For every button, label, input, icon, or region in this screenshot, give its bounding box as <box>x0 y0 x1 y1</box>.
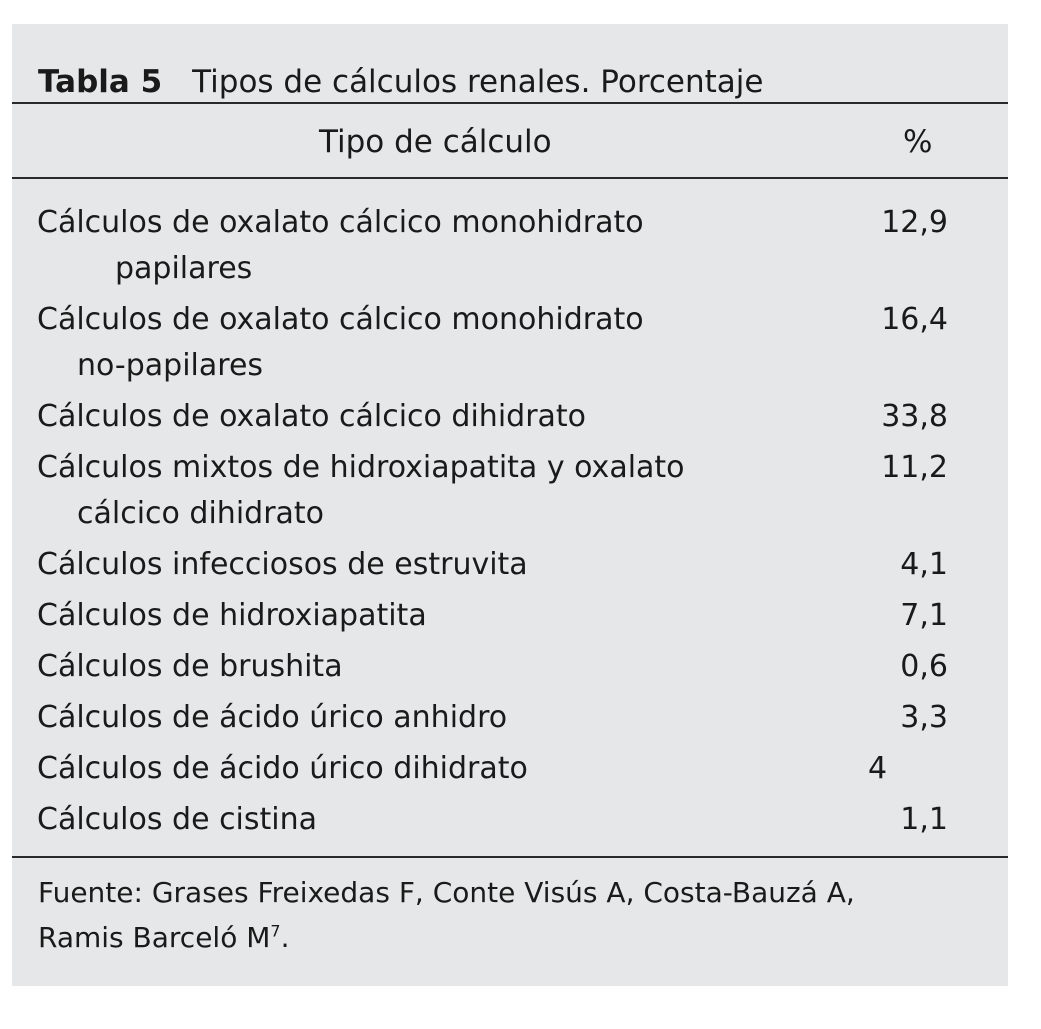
row-label-line1: Cálculos mixtos de hidroxiapatita y oxalato <box>37 450 685 485</box>
column-header-type: Tipo de cálculo <box>319 124 552 160</box>
table-row <box>12 542 1008 588</box>
row-value: 3,3 <box>900 700 948 735</box>
row-label <box>37 746 857 792</box>
bottom-rule <box>12 856 1008 858</box>
row-label <box>37 542 857 588</box>
table-row <box>12 394 1008 440</box>
table-row <box>12 297 1008 389</box>
row-value: 12,9 <box>881 205 948 240</box>
table-row <box>12 644 1008 690</box>
row-value: 1,1 <box>900 802 948 837</box>
row-value: 16,4 <box>881 302 948 337</box>
table-row <box>12 695 1008 741</box>
row-label <box>37 695 857 741</box>
row-label-line1: Cálculos de oxalato cálcico monohidrato <box>37 302 644 337</box>
source-line1: Fuente: Grases Freixedas F, Conte Visús A, Costa-Bauzá A, <box>38 876 855 909</box>
row-label-line1: Cálculos infecciosos de estruvita <box>37 547 528 582</box>
table-row <box>12 593 1008 639</box>
table-panel <box>12 24 1008 986</box>
row-label-line1: Cálculos de brushita <box>37 649 343 684</box>
table-source-note <box>38 870 978 960</box>
row-label <box>37 200 857 292</box>
row-label <box>37 297 857 389</box>
row-value: 33,8 <box>881 399 948 434</box>
row-label-line1: Cálculos de ácido úrico dihidrato <box>37 751 528 786</box>
row-label <box>37 644 857 690</box>
source-end: . <box>280 921 290 954</box>
row-label-line1: Cálculos de oxalato cálcico dihidrato <box>37 399 587 434</box>
row-label-line1: Cálculos de ácido úrico anhidro <box>37 700 508 735</box>
row-value: 0,6 <box>900 649 948 684</box>
table-body <box>12 200 1008 848</box>
table-row <box>12 797 1008 843</box>
row-label-line1: Cálculos de oxalato cálcico monohidrato <box>37 205 644 240</box>
row-label-line1: Cálculos de cistina <box>37 802 318 837</box>
source-reference: 7 <box>270 921 281 941</box>
table-caption <box>38 64 764 100</box>
table-row <box>12 200 1008 292</box>
row-label <box>37 394 857 440</box>
row-label-line2: papilares <box>115 251 253 286</box>
column-header-percent: % <box>903 124 933 160</box>
row-value: 7,1 <box>900 598 948 633</box>
row-value: 11,2 <box>881 450 948 485</box>
row-label-line1: Cálculos de hidroxiapatita <box>37 598 427 633</box>
row-value: 4,1 <box>900 547 948 582</box>
source-line2: Ramis Barceló M <box>38 921 271 954</box>
row-label <box>37 593 857 639</box>
row-label <box>37 445 857 537</box>
row-label-line2: cálcico dihidrato <box>77 496 325 531</box>
table-row <box>12 746 1008 792</box>
table-label: Tabla 5 <box>38 64 163 100</box>
row-value: 4 <box>868 751 888 786</box>
row-label <box>37 797 857 843</box>
top-rule <box>12 102 1008 104</box>
table-title: Tipos de cálculos renales. Porcentaje <box>192 64 764 100</box>
table-header <box>12 124 1008 178</box>
table-row <box>12 445 1008 537</box>
header-rule <box>12 177 1008 179</box>
row-label-line2: no-papilares <box>77 348 264 383</box>
